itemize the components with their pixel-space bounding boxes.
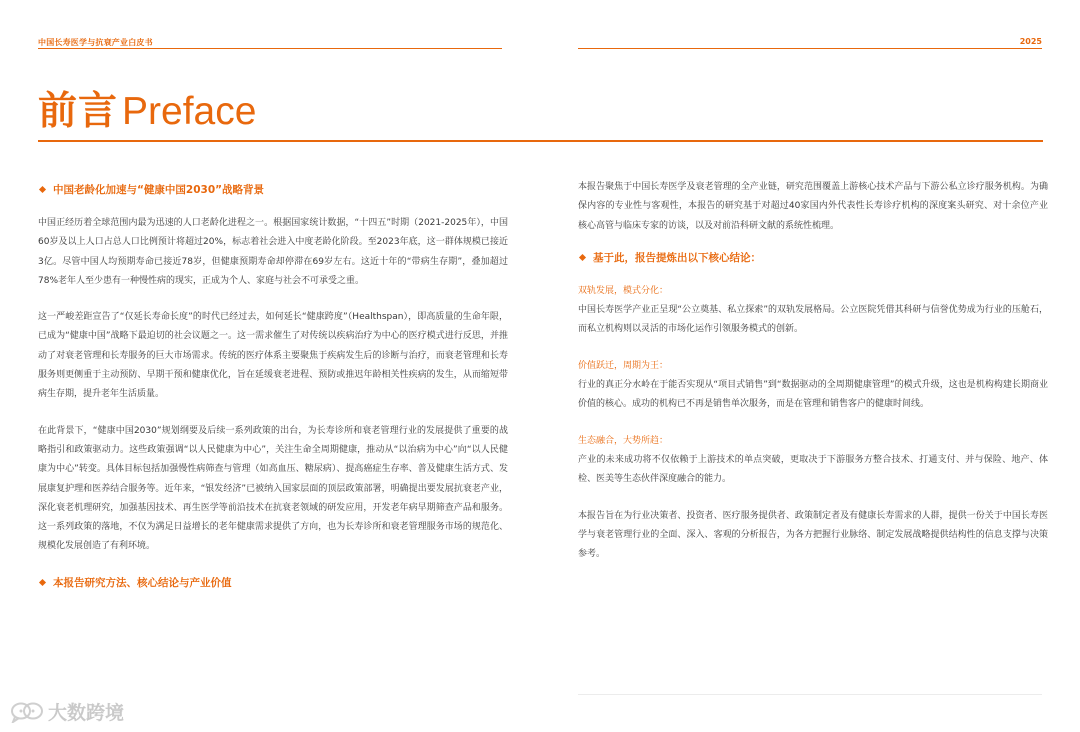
conclusion-title: 生态融合，大势所趋： — [578, 435, 669, 446]
conclusion-title: 双轨发展，模式分化： — [578, 285, 669, 296]
section-heading-methods — [38, 575, 508, 590]
section-heading-text: 基于此，报告提炼出以下核心结论： — [593, 251, 761, 264]
paragraph-aging: 中国正经历着全球范围内最为迅速的人口老龄化进程之一。根据国家统计数据，“十四五”时期（2021-2025年），中国60岁及以上人口占总人口比例预计将超过20%，标志着社会进入中度老龄化阶段。至2023年底，这一群体规模已接近3亿。尽管中国人均预期寿命已接近78岁，但健康预期寿命却停滞在69岁左右。这近十年的“带病生存期”，叠加超过78%老年人至少患有一种慢性病的现实，正成为个人、家庭与社会不可承受之重。 — [38, 218, 508, 286]
section-heading-text: 中国老龄化加速与“健康中国2030”战略背景 — [53, 184, 265, 196]
diamond-bullet-icon — [579, 254, 586, 261]
section-heading-text: 本报告研究方法、核心结论与产业价值 — [53, 576, 232, 589]
paragraph-scope: 本报告聚焦于中国长寿医学及衰老管理的全产业链，研究范围覆盖上游核心技术产品与下游公私立诊疗服务机构。为确保内容的专业性与客观性，本报告的研究基于对超过40家国内外代表性长寿诊疗机构的深度案头研究、对十余位产业核心高管与临床专家的访谈，以及对前沿科研文献的系统性梳理。 — [578, 182, 1048, 231]
conclusion-item — [578, 357, 1048, 415]
section-heading-conclusions — [578, 250, 1048, 265]
paragraph-policy: 在此背景下，“健康中国2030”规划纲要及后续一系列政策的出台，为长寿诊所和衰老管理行业的发展提供了重要的战略指引和政策驱动力。这些政策强调“以人民健康为中心”，关注生命全周期健康，推动从“以治病为中心”向“以人民健康为中心”转变。具体目标包括加强慢性病筛查与管理（如高血压、糖尿病）、提高癌症生存率、普及健康生活方式、发展康复护理和医养结合服务等。近年来，“银发经济”已被纳入国家层面的顶层政策部署，明确提出要发展抗衰老产业，深化衰老机理研究，加强基因技术、再生医学等前沿技术在抗衰老领域的研发应用，开发老年病早期筛查产品和服务。这一系列政策的落地，不仅为满足日益增长的老年健康需求提供了方向，也为长寿诊所和衰老管理服务市场的规范化、规模化发展创造了有利环境。 — [38, 425, 508, 552]
page-title-chinese: 前言 — [38, 90, 119, 133]
section-heading-background — [38, 182, 508, 197]
right-column — [578, 178, 1048, 564]
running-header-title: 中国长寿医学与抗衰产业白皮书 — [38, 38, 153, 47]
diamond-bullet-icon — [39, 579, 46, 586]
watermark-text: 大数跨境 — [48, 702, 125, 724]
paragraph-purpose: 本报告旨在为行业决策者、投资者、医疗服务提供者、政策制定者及有健康长寿需求的人群，提供一份关于中国长寿医学与衰老管理行业的全面、深入、客观的分析报告，为各方把握行业脉络、制定发展战略提供结构性的信息支撑与决策参考。 — [578, 510, 1048, 560]
page-title — [38, 80, 256, 132]
running-header-year: 2025 — [1019, 37, 1042, 46]
diamond-bullet-icon — [39, 186, 46, 193]
header-rule-right — [578, 48, 1042, 49]
conclusion-text: 行业的真正分水岭在于能否实现从“项目式销售”到“数据驱动的全周期健康管理”的模式升级，这也是机构构建长期商业价值的核心。成功的机构已不再是销售单次服务，而是在管理和销售客户的健康时间线。 — [578, 380, 1048, 410]
conclusion-item — [578, 432, 1048, 490]
footer-rule — [578, 694, 1042, 695]
conclusion-text: 中国长寿医学产业正呈现“公立奠基、私立探索”的双轨发展格局。公立医院凭借其科研与信誉优势成为行业的压舱石，而私立机构则以灵活的市场化运作引领服务模式的创新。 — [578, 305, 1048, 335]
left-column — [38, 178, 508, 590]
page-title-english: Preface — [122, 90, 257, 133]
title-rule — [38, 140, 1043, 142]
header-rule-left — [38, 48, 502, 49]
conclusion-item — [578, 282, 1048, 340]
chat-bubble-logo-icon — [10, 701, 44, 723]
conclusion-text: 产业的未来成功将不仅依赖于上游技术的单点突破，更取决于下游服务方整合技术、打通支付、并与保险、地产、体检、医美等生态伙伴深度融合的能力。 — [578, 454, 1048, 485]
conclusion-title: 价值跃迁，周期为王： — [578, 360, 669, 371]
paragraph-healthspan: 这一严峻差距宣告了“仅延长寿命长度”的时代已经过去，如何延长“健康跨度”（Healthspan），即高质量的生命年限，已成为“健康中国”战略下最迫切的社会议题之一。这一需求催生了对传统以疾病治疗为中心的医疗模式进行反思，并推动了对衰老管理和长寿服务的巨大市场需求。传统的医疗体系主要聚焦于疾病发生后的诊断与治疗，而衰老管理和长寿服务则更侧重于主动预防、早期干预和健康优化，旨在延缓衰老进程、预防或推迟年龄相关性疾病的发生，从而缩短带病生存期，提升老年生活质量。 — [38, 312, 508, 400]
watermark — [10, 698, 124, 725]
